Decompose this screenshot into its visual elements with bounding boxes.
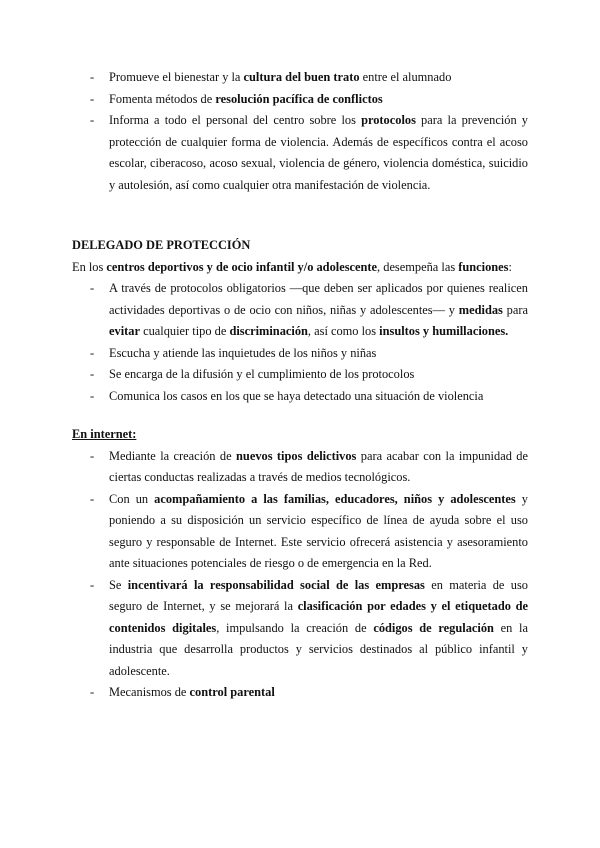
list-item: - A través de protocolos obligatorios —que deben ser aplicados por quienes realicen actividades deportivas o de ocio con niños, niñas y adolescentes— y medidas para evitar cualquier tipo de discriminación, así como los insultos y humillaciones. [72,278,528,343]
bullet-dash: - [90,388,95,403]
delegado-section [72,235,528,407]
list-item: - Se incentivará la responsabilidad social de las empresas en materia de uso seguro de Internet, y se mejorará la clasificación por edades y el etiquetado de contenidos digitales, impulsando la creación de códigos de regulación en la industria que desarrolla productos y servicios destinados al público infantil y adolescente. [72,575,528,683]
bullet-dash: - [90,91,95,106]
school-coordinator-list-section [72,67,528,196]
list-item: - Comunica los casos en los que se haya detectado una situación de violencia [72,386,528,408]
list-item: - Con un acompañamiento a las familias, educadores, niños y adolescentes y poniendo a su disposición un servicio específico de línea de ayuda sobre el uso seguro y responsable de Internet. Este servicio ofrecerá asistencia y asesoramiento ante situaciones potenciales de riesgo o de emergencia en la Red. [72,489,528,575]
bullet-dash: - [90,685,95,699]
list-item: - Se encarga de la difusión y el cumplimiento de los protocolos [72,364,528,386]
section-intro: En los centros deportivos y de ocio infantil y/o adolescente, desempeña las funciones: [72,259,512,274]
list-item: - Informa a todo el personal del centro sobre los protocolos para la prevención y protección de cualquier forma de violencia. Además de específicos contra el acoso escolar, ciberacoso, acoso sexual, violencia de género, violencia doméstica, suicidio y autolesión, así como cualquier otra manifestación de violencia. [72,110,528,196]
list-item: - Escucha y atiende las inquietudes de los niños y niñas [72,343,528,365]
bullet-dash: - [90,491,95,506]
section-heading: DELEGADO DE PROTECCIÓN [72,238,251,252]
delegado-functions-list [72,278,528,407]
bullet-dash: - [90,345,95,360]
bullet-dash: - [90,577,95,592]
internet-measures-list [72,446,528,704]
bullet-dash: - [90,367,95,381]
bold-term: resolución pacífica de conflictos [215,91,383,106]
list-item: - Mecanismos de control parental [72,682,528,704]
coordinator-functions-list [72,67,528,196]
bullet-dash: - [90,113,95,127]
section-heading: En internet: [72,427,137,441]
internet-section [72,424,528,704]
bullet-dash: - [90,448,95,463]
bold-term: cultura del buen trato [243,70,360,84]
list-item: - Promueve el bienestar y la cultura del buen trato entre el alumnado [72,67,528,89]
list-item: - Fomenta métodos de resolución pacífica de conflictos [72,89,528,111]
bullet-dash: - [90,281,95,295]
bold-term: protocolos [361,113,416,127]
list-item: - Mediante la creación de nuevos tipos delictivos para acabar con la impunidad de ciertas conductas realizadas a través de medios tecnológicos. [72,446,528,489]
bullet-dash: - [90,70,95,84]
